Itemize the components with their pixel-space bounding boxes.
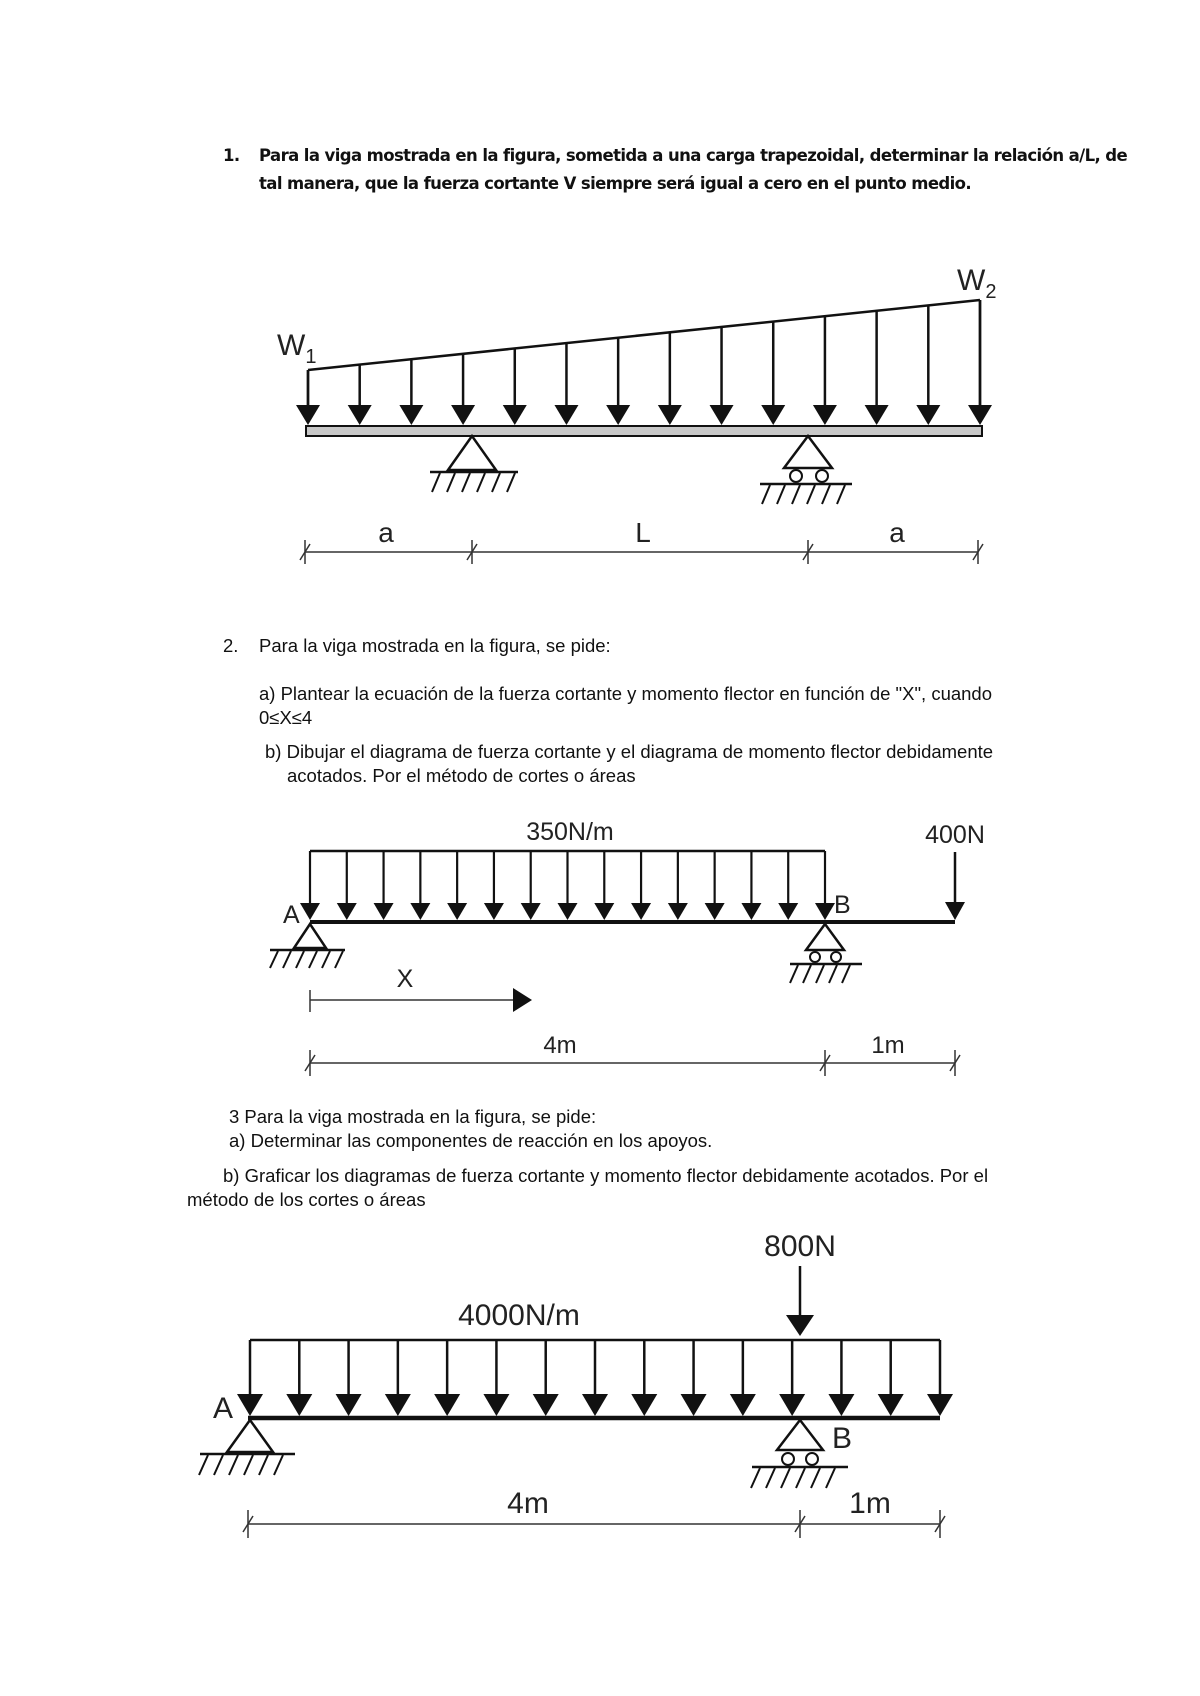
problem-3-part-b-line-1: b) Graficar los diagramas de fuerza cortante y momento flector debidamente acotados. Por el xyxy=(223,1165,989,1186)
pin-support xyxy=(430,436,518,492)
point-load-label: 400N xyxy=(925,821,985,849)
figure-1-trapezoidal-beam xyxy=(0,250,1200,580)
load-arrow xyxy=(558,851,578,920)
problem-2-intro: Para la viga mostrada en la figura, se pide: xyxy=(259,635,611,656)
w2-label: $W_2$ xyxy=(957,264,997,303)
load-arrow xyxy=(865,311,889,425)
load-arrow xyxy=(399,359,423,425)
load-arrow xyxy=(503,348,527,425)
load-arrow xyxy=(813,316,837,425)
load-arrows xyxy=(296,300,992,425)
problem-2-number: 2. xyxy=(223,635,239,656)
load-arrow xyxy=(730,1340,756,1416)
dim-a-right: a xyxy=(889,517,905,548)
dimension-line xyxy=(243,1510,945,1538)
dim-1m: 1m xyxy=(871,1032,905,1059)
distributed-load-label: 350N/m xyxy=(526,818,614,846)
load-arrow xyxy=(483,1340,509,1416)
load-arrow xyxy=(968,300,992,425)
load-arrows xyxy=(237,1340,953,1416)
load-arrow xyxy=(815,851,835,920)
dimension-line xyxy=(305,1050,960,1076)
x-label: X xyxy=(396,965,414,993)
load-arrow xyxy=(286,1340,312,1416)
load-arrow xyxy=(668,851,688,920)
problem-2-part-b-line-2: acotados. Por el método de cortes o áreas xyxy=(287,765,636,786)
problem-1-statement-line-2: tal manera, que la fuerza cortante V siempre será igual a cero en el punto medio. xyxy=(259,174,972,193)
x-direction-arrow xyxy=(513,988,532,1012)
support-b-label: B xyxy=(834,891,851,919)
roller-support xyxy=(760,436,852,504)
problem-1-number: 1. xyxy=(223,146,240,165)
support-a-label: A xyxy=(283,901,300,929)
pin-support-a xyxy=(199,1420,295,1475)
beam xyxy=(306,426,982,436)
point-load-arrow xyxy=(786,1315,814,1336)
load-arrow xyxy=(761,322,785,425)
load-envelope-line xyxy=(308,300,980,370)
load-arrow xyxy=(237,1340,263,1416)
dim-L: L xyxy=(635,517,651,548)
problem-2-part-a-line-1: a) Plantear la ecuación de la fuerza cortante y momento flector en función de "X", cuando xyxy=(259,683,993,704)
load-arrow xyxy=(336,1340,362,1416)
load-arrow xyxy=(337,851,357,920)
problem-2-part-b-line-1: b) Dibujar el diagrama de fuerza cortante y el diagrama de momento flector debidamente xyxy=(265,741,994,762)
load-arrow xyxy=(582,1340,608,1416)
distributed-load-label: 4000N/m xyxy=(458,1299,580,1332)
load-arrow xyxy=(594,851,614,920)
load-arrow xyxy=(348,365,372,425)
load-arrow xyxy=(741,851,761,920)
load-arrow xyxy=(658,332,682,425)
load-arrows xyxy=(300,851,835,920)
point-load-arrow xyxy=(945,902,965,920)
problem-1-statement-line-1: Para la viga mostrada en la figura, sometida a una carga trapezoidal, determinar la relación a/L, de xyxy=(259,146,1128,165)
problem-3-part-a: a) Determinar las componentes de reacción en los apoyos. xyxy=(229,1130,713,1151)
load-arrow xyxy=(681,1340,707,1416)
problem-3-part-b-line-2: método de los cortes o áreas xyxy=(187,1189,426,1210)
figure-3-overhang-beam xyxy=(0,1220,1200,1560)
point-load-label: 800N xyxy=(764,1230,836,1263)
dim-a-left: a xyxy=(378,517,394,548)
load-arrow xyxy=(434,1340,460,1416)
problem-3-intro: 3 Para la viga mostrada en la figura, se pide: xyxy=(229,1106,597,1127)
load-arrow xyxy=(554,343,578,425)
load-arrow xyxy=(927,1340,953,1416)
load-arrow xyxy=(385,1340,411,1416)
support-a-label: A xyxy=(213,1392,234,1425)
load-arrow xyxy=(300,851,320,920)
load-arrow xyxy=(296,370,320,425)
load-arrow xyxy=(779,1340,805,1416)
load-arrow xyxy=(916,305,940,425)
dim-4m: 4m xyxy=(507,1487,549,1520)
load-arrow xyxy=(631,1340,657,1416)
problem-2-part-a-line-2: 0≤X≤4 xyxy=(259,707,313,728)
load-arrow xyxy=(533,1340,559,1416)
load-arrow xyxy=(410,851,430,920)
dim-4m: 4m xyxy=(543,1032,577,1059)
load-arrow xyxy=(374,851,394,920)
pin-support-a xyxy=(270,924,345,968)
roller-support-b xyxy=(790,924,862,983)
support-b-label: B xyxy=(832,1422,853,1455)
load-arrow xyxy=(828,1340,854,1416)
w1-label: $W_1$ xyxy=(277,329,317,368)
load-arrow xyxy=(521,851,541,920)
figure-2-overhang-beam xyxy=(0,805,1200,1090)
load-arrow xyxy=(606,338,630,425)
load-arrow xyxy=(710,327,734,425)
load-arrow xyxy=(705,851,725,920)
load-arrow xyxy=(778,851,798,920)
load-arrow xyxy=(631,851,651,920)
load-arrow xyxy=(451,354,475,425)
load-arrow xyxy=(447,851,467,920)
load-arrow xyxy=(878,1340,904,1416)
dim-1m: 1m xyxy=(849,1487,891,1520)
load-arrow xyxy=(484,851,504,920)
